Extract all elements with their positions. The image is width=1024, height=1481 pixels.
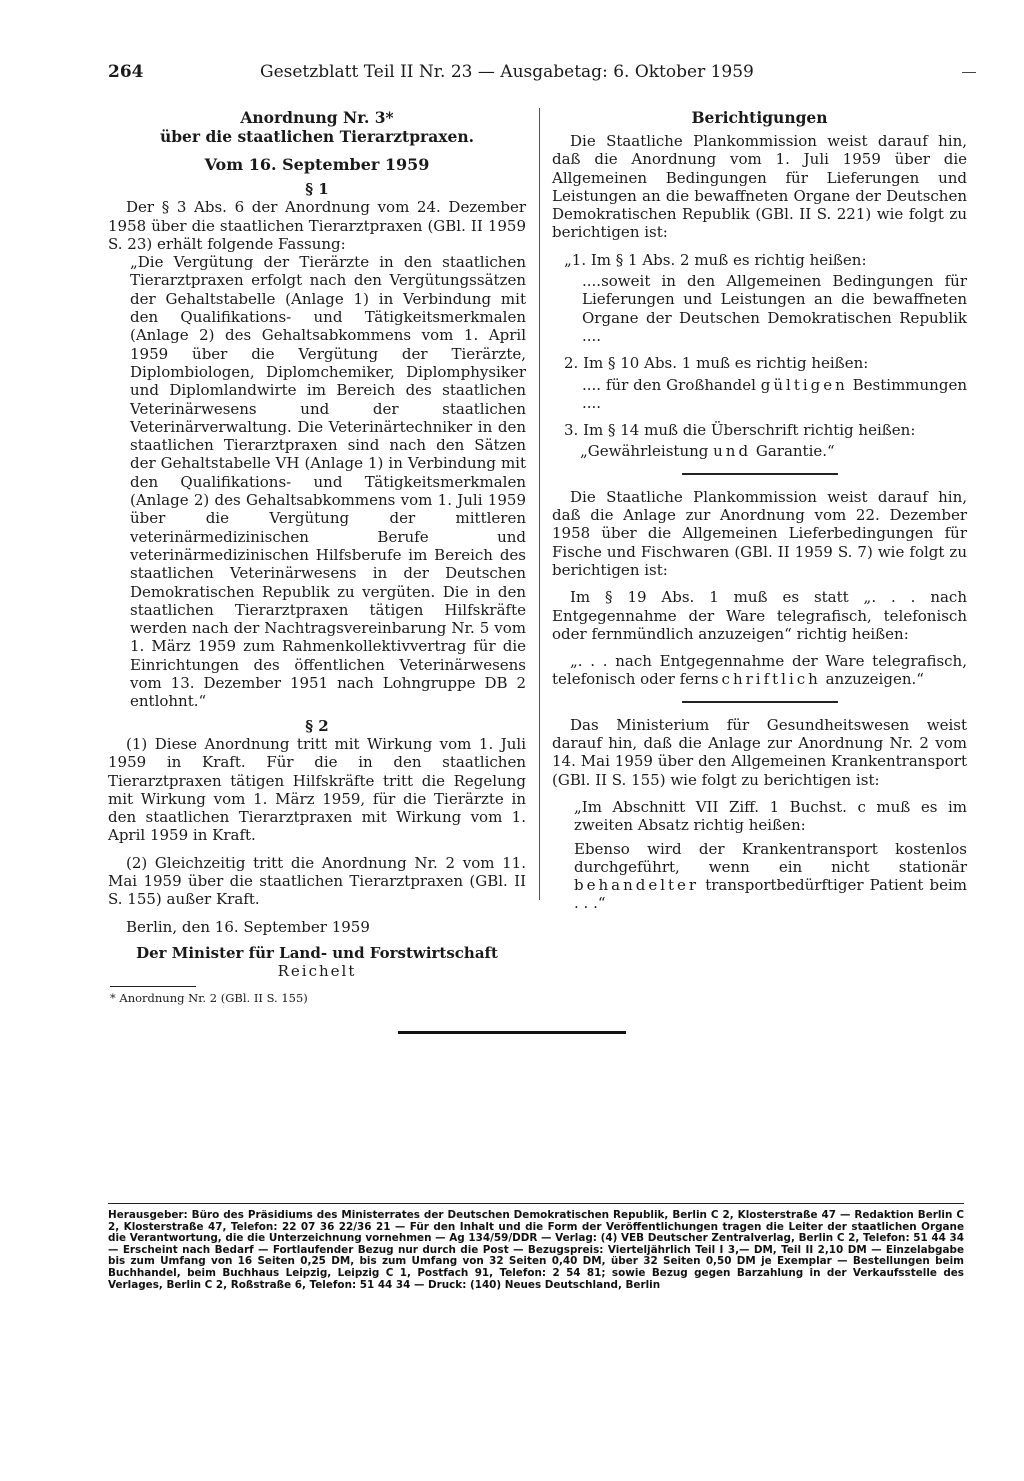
footnote-rule xyxy=(110,986,196,987)
item-2-text-end: Bestimmungen .... xyxy=(582,375,967,412)
correction-2-paragraph-1: Im § 19 Abs. 1 muß es statt „. . . nach Entgegennahme der Ware telegrafisch, telefonisch oder fernmündlich anzuzeigen“ richtig heißen: xyxy=(552,588,967,643)
correction-2-paragraph-2 xyxy=(552,652,967,689)
ordinance-title: Anordnung Nr. 3* xyxy=(240,108,394,127)
running-title: Gesetzblatt Teil II Nr. 23 — Ausgabetag: 6. Oktober 1959 xyxy=(260,62,754,82)
right-column xyxy=(552,108,967,913)
correction-1-item-1-label: „1. Im § 1 Abs. 2 muß es richtig heißen: xyxy=(564,250,867,269)
section-1-heading: § 1 xyxy=(305,180,329,198)
correction-1-item-1-text: ....soweit in den Allgemeinen Bedingungen für Lieferungen und Leistungen an die bewaffneten Organe der Deutschen Demokratischen Republik .... xyxy=(582,272,967,345)
place-date: Berlin, den 16. September 1959 xyxy=(126,917,370,936)
signatory-name: Reichelt xyxy=(277,962,357,981)
section-1-intro: Der § 3 Abs. 6 der Anordnung vom 24. Dezember 1958 über die staatlichen Tierarztpraxen (GBl. II 1959 S. 23) erhält folgende Fassung: xyxy=(108,198,526,253)
item-3-text-start: „Gewährleistung xyxy=(580,442,714,461)
correction-3-text-end: transportbedürftiger Patient beim . . .“ xyxy=(574,876,967,913)
correction-1-item-2-label: 2. Im § 10 Abs. 1 muß es richtig heißen: xyxy=(564,354,869,373)
ordinance-subtitle: über die staatlichen Tierarztpraxen. xyxy=(159,127,475,146)
correction-1-item-3-text xyxy=(580,442,967,460)
correction-1-intro: Die Staatliche Plankommission weist darauf hin, daß die Anordnung vom 1. Juli 1959 über die Allgemeinen Bedingungen für Lieferungen und Leistungen an die bewaffneten Organe der Deutschen Demokratischen Republik (GBl. II S. 221) wie folgt zu berichtigen ist: xyxy=(552,132,967,242)
correction-3-text-start: Ebenso wird der Krankentransport kostenlos durchgeführt, wenn ein nicht stationär xyxy=(574,839,967,876)
footnote: * Anordnung Nr. 2 (GBl. II S. 155) xyxy=(110,991,308,1006)
correction-3-quote-2 xyxy=(574,840,967,913)
correction-2-intro: Die Staatliche Plankommission weist darauf hin, daß die Anlage zur Anordnung vom 22. Dezember 1958 über die Allgemeinen Lieferbedingungen für Fische und Fischwaren (GBl. II 1959 S. 7) wie folgt zu berichtigen ist: xyxy=(552,487,967,579)
correction-3-text-spaced: behandelter xyxy=(574,876,700,895)
page-number: 264 xyxy=(108,62,144,82)
correction-2-text-spaced: schriftlich xyxy=(710,670,821,689)
signatory-organisation: Der Minister für Land- und Forstwirtschaft xyxy=(136,943,498,962)
correction-2-text-start: „. . . nach Entgegennahme der Ware telegrafisch, telefonisch oder fern xyxy=(552,652,967,689)
section-separator-1 xyxy=(682,473,838,475)
correction-1-item-2-text xyxy=(582,376,967,413)
left-column xyxy=(108,108,526,1005)
item-3-text-end: Garantie.“ xyxy=(751,442,835,461)
imprint-rule xyxy=(108,1203,964,1204)
header-rule xyxy=(962,72,976,73)
section-separator-2 xyxy=(682,701,838,703)
section-2-paragraph-2: (2) Gleichzeitig tritt die Anordnung Nr. 2 vom 11. Mai 1959 über die staatlichen Tierarztpraxen (GBl. II S. 155) außer Kraft. xyxy=(108,853,526,909)
corrections-heading: Berichtigungen xyxy=(691,108,828,127)
ordinance-date: Vom 16. September 1959 xyxy=(204,155,430,174)
correction-1-item-3-label: 3. Im § 14 muß die Überschrift richtig heißen: xyxy=(564,421,916,440)
column-divider xyxy=(539,108,540,900)
item-2-text-spaced: gültigen xyxy=(760,375,848,394)
correction-3-intro: Das Ministerium für Gesundheitswesen weist darauf hin, daß die Anlage zur Anordnung Nr. 2 vom 14. Mai 1959 über den Allgemeinen Krankentransport (GBl. II S. 155) wie folgt zu berichtigen ist: xyxy=(552,715,967,789)
end-of-content-rule xyxy=(398,1031,626,1034)
page-header xyxy=(108,62,976,88)
section-2-heading: § 2 xyxy=(305,716,329,735)
item-2-text-start: .... für den Großhandel xyxy=(582,375,761,394)
item-3-text-spaced: und xyxy=(713,442,752,461)
section-1-quote: „Die Vergütung der Tierärzte in den staatlichen Tierarztpraxen erfolgt nach den Vergütungssätzen der Gehaltstabelle (Anlage 1) in Verbindung mit den Qualifikations- und Tätigkeitsmerkmalen (Anlage 2) des Gehaltsabkommens vom 1. April 1959 über die Vergütung der Tierärzte, Diplombiologen, Diplomchemiker, Diplomphysiker und Diplomlandwirte im Bereich des staatlichen Veterinärwesens und der staatlichen Veterinärverwaltung. Die Veterinärtechniker in den staatlichen Tierarztpraxen sind nach den Sätzen der Gehaltstabelle VH (Anlage 1) in Verbindung mit den Qualifikations- und Tätigkeitsmerkmalen (Anlage 2) des Gehaltsabkommens vom 1. Juli 1959 über die Vergütung der mittleren veterinärmedizinischen Berufe und veterinärmedizinischen Hilfsberufe im Bereich des staatlichen Veterinärwesens in der Deutschen Demokratischen Republik zu vergüten. Die in den staatlichen Tierarztpraxen tätigen Hilfskräfte werden nach der Nachtragsvereinbarung Nr. 5 vom 1. März 1959 zum Rahmenkollektivvertrag für die Einrichtungen des öffentlichen Veterinärwesens vom 13. Dezember 1951 nach Lohngruppe DB 2 entlohnt.“ xyxy=(130,253,526,711)
correction-2-text-end: anzuzeigen.“ xyxy=(820,670,924,689)
section-2-paragraph-1: (1) Diese Anordnung tritt mit Wirkung vom 1. Juli 1959 in Kraft. Für die in den staatlichen Tierarztpraxen tätigen Hilfskräfte tritt die Regelung mit Wirkung vom 1. März 1959, für die Tierärzte in den staatlichen Tierarztpraxen mit Wirkung vom 1. April 1959 in Kraft. xyxy=(108,734,526,845)
correction-3-quote-1: „Im Abschnitt VII Ziff. 1 Buchst. c muß es im zweiten Absatz richtig heißen: xyxy=(574,797,967,835)
publisher-imprint: Herausgeber: Büro des Präsidiums des Ministerrates der Deutschen Demokratischen Republik, Berlin C 2, Klosterstraße 47 — Redaktion Berlin C 2, Klosterstraße 47, Telefon: 22 07 36 22/36 21 — Für den Inhalt und die Form der Veröffentlichungen tragen die Leiter der staatlichen Organe die Verantwortung, die die Unterzeichnung vornehmen — Ag 134/59/DDR — Verlag: (4) VEB Deutscher Zentralverlag, Berlin C 2, Telefon: 51 44 34 — Erscheint nach Bedarf — Fortlaufender Bezug nur durch die Post — Bezugspreis: Vierteljährlich Teil I 3,— DM, Teil II 2,10 DM — Einzelabgabe bis zum Umfang von 16 Seiten 0,25 DM, bis zum Umfang von 32 Seiten 0,40 DM, über 32 Seiten 0,50 DM je Exemplar — Bestellungen beim Buchhandel, beim Buchhaus Leipzig, Leipzig C 1, Postfach 91, Telefon: 2 54 81; sowie Bezug gegen Barzahlung in der Verkaufsstelle des Verlages, Berlin C 2, Roßstraße 6, Telefon: 51 44 34 — Druck: (140) Neues Deutschland, Berlin xyxy=(108,1209,964,1291)
